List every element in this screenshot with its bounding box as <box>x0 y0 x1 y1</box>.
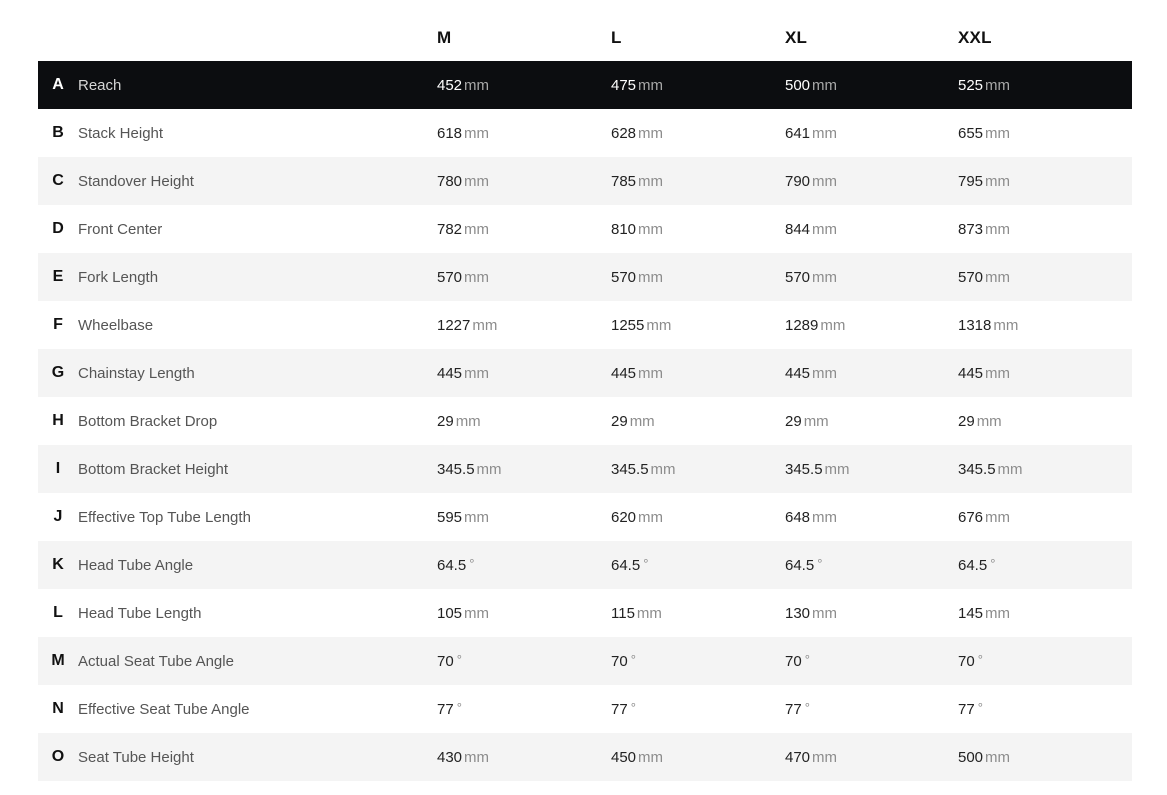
size-header-row <box>38 13 1132 61</box>
value-number: 64.5 <box>958 557 988 574</box>
value-number: 782 <box>437 221 463 238</box>
value-unit: mm <box>464 173 490 190</box>
geometry-row-a[interactable] <box>38 61 1132 109</box>
row-label: Chainstay Length <box>78 365 195 382</box>
value-number: 570 <box>958 269 984 286</box>
value-cell-l <box>611 605 662 622</box>
value-number: 570 <box>437 269 463 286</box>
row-letter: E <box>52 268 64 285</box>
value-cell-xxl <box>958 509 1010 526</box>
value-number: 29 <box>611 413 628 430</box>
value-number: 445 <box>611 365 637 382</box>
value-unit: mm <box>985 221 1011 238</box>
value-unit: ° <box>469 556 475 571</box>
row-label: Seat Tube Height <box>78 749 194 766</box>
row-label: Wheelbase <box>78 317 154 334</box>
row-letter: I <box>55 460 61 477</box>
value-unit: mm <box>812 77 838 94</box>
value-cell-xl <box>785 557 822 574</box>
value-unit: mm <box>464 749 490 766</box>
row-letter: K <box>52 556 64 573</box>
value-number: 655 <box>958 125 984 142</box>
value-unit: mm <box>985 749 1011 766</box>
value-unit: mm <box>629 413 655 430</box>
row-letter: J <box>53 508 63 525</box>
value-unit: mm <box>464 605 490 622</box>
value-unit: mm <box>472 317 498 334</box>
value-number: 70 <box>958 653 975 670</box>
value-unit: mm <box>455 413 481 430</box>
value-number: 430 <box>437 749 463 766</box>
value-unit: mm <box>464 77 490 94</box>
row-label: Bottom Bracket Drop <box>78 413 218 430</box>
row-label: Reach <box>78 77 122 94</box>
value-number: 873 <box>958 221 984 238</box>
value-number: 29 <box>958 413 975 430</box>
value-number: 1227 <box>437 317 471 334</box>
row-letter: L <box>53 604 63 621</box>
value-number: 780 <box>437 173 463 190</box>
value-number: 525 <box>958 77 984 94</box>
value-number: 595 <box>437 509 463 526</box>
value-cell-xxl <box>958 461 1023 478</box>
value-number: 445 <box>437 365 463 382</box>
value-unit: mm <box>638 509 664 526</box>
geometry-row-i[interactable] <box>38 445 1132 493</box>
geometry-row-h[interactable] <box>38 397 1132 445</box>
row-label: Effective Seat Tube Angle <box>78 701 250 718</box>
value-unit: mm <box>638 269 664 286</box>
value-number: 648 <box>785 509 811 526</box>
value-number: 810 <box>611 221 637 238</box>
value-unit: ° <box>990 556 996 571</box>
value-cell-xl <box>785 749 837 766</box>
value-cell-l <box>611 749 663 766</box>
value-cell-xl <box>785 269 837 286</box>
value-number: 345.5 <box>785 461 823 478</box>
value-number: 500 <box>785 77 811 94</box>
value-cell-xl <box>785 173 837 190</box>
size-header-xl[interactable]: XL <box>785 28 808 47</box>
geometry-row-n[interactable] <box>38 685 1132 733</box>
value-number: 785 <box>611 173 637 190</box>
value-cell-xxl <box>958 365 1010 382</box>
geometry-row-d[interactable] <box>38 205 1132 253</box>
value-unit: mm <box>812 125 838 142</box>
value-unit: mm <box>820 317 846 334</box>
row-letter: M <box>51 652 65 669</box>
row-label: Fork Length <box>78 269 159 286</box>
value-number: 452 <box>437 77 463 94</box>
value-number: 345.5 <box>611 461 649 478</box>
value-unit: mm <box>812 173 838 190</box>
value-cell-xxl <box>958 605 1010 622</box>
value-cell-xl <box>785 653 810 670</box>
value-number: 105 <box>437 605 463 622</box>
value-cell-m <box>437 701 462 718</box>
value-cell-xxl <box>958 125 1010 142</box>
value-number: 345.5 <box>958 461 996 478</box>
value-unit: mm <box>985 77 1011 94</box>
value-number: 445 <box>785 365 811 382</box>
value-unit: mm <box>464 365 490 382</box>
geometry-row-f[interactable] <box>38 301 1132 349</box>
value-unit: mm <box>638 125 664 142</box>
value-cell-xxl <box>958 557 995 574</box>
value-cell-l <box>611 125 663 142</box>
value-cell-m <box>437 269 489 286</box>
value-unit: mm <box>812 269 838 286</box>
value-unit: ° <box>977 652 983 667</box>
value-unit: ° <box>630 700 636 715</box>
value-unit: mm <box>824 461 850 478</box>
geometry-rows <box>38 61 1132 781</box>
value-number: 77 <box>611 701 628 718</box>
value-cell-l <box>611 221 663 238</box>
value-unit: mm <box>997 461 1023 478</box>
value-cell-l <box>611 701 636 718</box>
value-number: 29 <box>785 413 802 430</box>
value-number: 130 <box>785 605 811 622</box>
value-number: 450 <box>611 749 637 766</box>
value-unit: ° <box>804 652 810 667</box>
value-unit: mm <box>638 749 664 766</box>
value-number: 790 <box>785 173 811 190</box>
value-unit: mm <box>985 509 1011 526</box>
value-number: 70 <box>785 653 802 670</box>
row-letter: F <box>53 316 63 333</box>
value-cell-xl <box>785 701 810 718</box>
value-cell-xl <box>785 221 837 238</box>
value-unit: mm <box>993 317 1019 334</box>
value-cell-xxl <box>958 221 1010 238</box>
value-unit: mm <box>638 77 664 94</box>
value-cell-xl <box>785 461 850 478</box>
value-number: 77 <box>785 701 802 718</box>
value-unit: mm <box>985 605 1011 622</box>
value-number: 29 <box>437 413 454 430</box>
value-cell-xl <box>785 605 837 622</box>
value-cell-xxl <box>958 173 1010 190</box>
geometry-row-o[interactable] <box>38 733 1132 781</box>
value-number: 70 <box>611 653 628 670</box>
value-unit: mm <box>464 269 490 286</box>
value-number: 70 <box>437 653 454 670</box>
value-unit: mm <box>464 509 490 526</box>
row-label: Effective Top Tube Length <box>78 509 251 526</box>
value-cell-l <box>611 509 663 526</box>
value-number: 620 <box>611 509 637 526</box>
value-number: 676 <box>958 509 984 526</box>
value-unit: mm <box>638 365 664 382</box>
geometry-row-k[interactable] <box>38 541 1132 589</box>
value-cell-l <box>611 557 648 574</box>
row-label: Bottom Bracket Height <box>78 461 229 478</box>
geometry-row-l[interactable] <box>38 589 1132 637</box>
value-unit: mm <box>812 221 838 238</box>
value-cell-m <box>437 365 489 382</box>
value-cell-l <box>611 461 676 478</box>
value-cell-m <box>437 77 489 94</box>
value-cell-m <box>437 605 489 622</box>
row-label: Standover Height <box>78 173 194 190</box>
value-number: 500 <box>958 749 984 766</box>
value-unit: mm <box>985 365 1011 382</box>
value-unit: mm <box>646 317 672 334</box>
row-label: Actual Seat Tube Angle <box>78 653 234 670</box>
value-number: 64.5 <box>785 557 815 574</box>
value-number: 145 <box>958 605 984 622</box>
size-header-l[interactable]: L <box>611 28 622 47</box>
value-unit: mm <box>650 461 676 478</box>
value-unit: mm <box>638 221 664 238</box>
value-number: 795 <box>958 173 984 190</box>
value-unit: ° <box>456 700 462 715</box>
row-label: Head Tube Length <box>78 605 202 622</box>
value-cell-xxl <box>958 653 983 670</box>
row-letter: B <box>52 124 64 141</box>
value-number: 628 <box>611 125 637 142</box>
value-number: 445 <box>958 365 984 382</box>
value-number: 64.5 <box>437 557 467 574</box>
value-unit: mm <box>812 749 838 766</box>
value-cell-m <box>437 173 489 190</box>
row-label: Head Tube Angle <box>78 557 194 574</box>
value-cell-m <box>437 653 462 670</box>
value-unit: mm <box>985 173 1011 190</box>
value-number: 77 <box>437 701 454 718</box>
value-unit: mm <box>476 461 502 478</box>
size-header-xxl[interactable]: XXL <box>958 28 992 47</box>
value-unit: ° <box>804 700 810 715</box>
value-cell-xxl <box>958 77 1010 94</box>
row-letter: N <box>52 700 64 717</box>
value-unit: mm <box>638 173 664 190</box>
geometry-row-e[interactable] <box>38 253 1132 301</box>
value-number: 475 <box>611 77 637 94</box>
value-number: 1289 <box>785 317 819 334</box>
value-cell-m <box>437 221 489 238</box>
geometry-row-c[interactable] <box>38 157 1132 205</box>
value-cell-xxl <box>958 749 1010 766</box>
geometry-row-j[interactable] <box>38 493 1132 541</box>
value-cell-l <box>611 413 655 430</box>
value-unit: mm <box>464 125 490 142</box>
value-cell-l <box>611 317 671 334</box>
value-cell-l <box>611 365 663 382</box>
value-cell-m <box>437 125 489 142</box>
value-number: 570 <box>785 269 811 286</box>
value-number: 1318 <box>958 317 992 334</box>
value-unit: ° <box>977 700 983 715</box>
geometry-table <box>38 13 1132 781</box>
value-cell-l <box>611 77 663 94</box>
row-letter: G <box>51 364 65 381</box>
geometry-row-g[interactable] <box>38 349 1132 397</box>
value-unit: mm <box>812 509 838 526</box>
value-cell-xl <box>785 77 837 94</box>
value-unit: mm <box>985 269 1011 286</box>
value-cell-xl <box>785 317 845 334</box>
value-cell-m <box>437 749 489 766</box>
row-letter: A <box>52 76 64 93</box>
value-unit: ° <box>630 652 636 667</box>
value-number: 470 <box>785 749 811 766</box>
value-cell-xxl <box>958 317 1018 334</box>
value-unit: mm <box>636 605 662 622</box>
value-number: 618 <box>437 125 463 142</box>
value-number: 345.5 <box>437 461 475 478</box>
value-unit: mm <box>976 413 1002 430</box>
row-label: Stack Height <box>78 125 164 142</box>
value-number: 570 <box>611 269 637 286</box>
value-cell-l <box>611 269 663 286</box>
value-cell-xl <box>785 365 837 382</box>
value-unit: mm <box>812 605 838 622</box>
value-unit: ° <box>456 652 462 667</box>
value-cell-l <box>611 173 663 190</box>
geometry-row-m[interactable] <box>38 637 1132 685</box>
value-cell-m <box>437 461 502 478</box>
value-cell-m <box>437 557 474 574</box>
value-cell-m <box>437 413 481 430</box>
value-cell-xl <box>785 413 829 430</box>
size-header-m[interactable]: M <box>437 28 452 47</box>
row-letter: C <box>52 172 64 189</box>
value-cell-xxl <box>958 269 1010 286</box>
value-number: 64.5 <box>611 557 641 574</box>
value-cell-xxl <box>958 413 1002 430</box>
value-unit: mm <box>803 413 829 430</box>
value-cell-xl <box>785 125 837 142</box>
row-letter: O <box>51 748 65 765</box>
value-unit: mm <box>464 221 490 238</box>
value-cell-m <box>437 509 489 526</box>
value-cell-xxl <box>958 701 983 718</box>
geometry-row-b[interactable] <box>38 109 1132 157</box>
value-cell-m <box>437 317 497 334</box>
value-cell-l <box>611 653 636 670</box>
value-unit: mm <box>985 125 1011 142</box>
value-number: 844 <box>785 221 811 238</box>
value-number: 641 <box>785 125 811 142</box>
row-letter: D <box>52 220 64 237</box>
row-label: Front Center <box>78 221 163 238</box>
value-number: 1255 <box>611 317 645 334</box>
value-cell-xl <box>785 509 837 526</box>
row-letter: H <box>52 412 64 429</box>
value-unit: ° <box>817 556 823 571</box>
value-number: 115 <box>611 605 635 622</box>
value-number: 77 <box>958 701 975 718</box>
value-unit: mm <box>812 365 838 382</box>
value-unit: ° <box>643 556 649 571</box>
